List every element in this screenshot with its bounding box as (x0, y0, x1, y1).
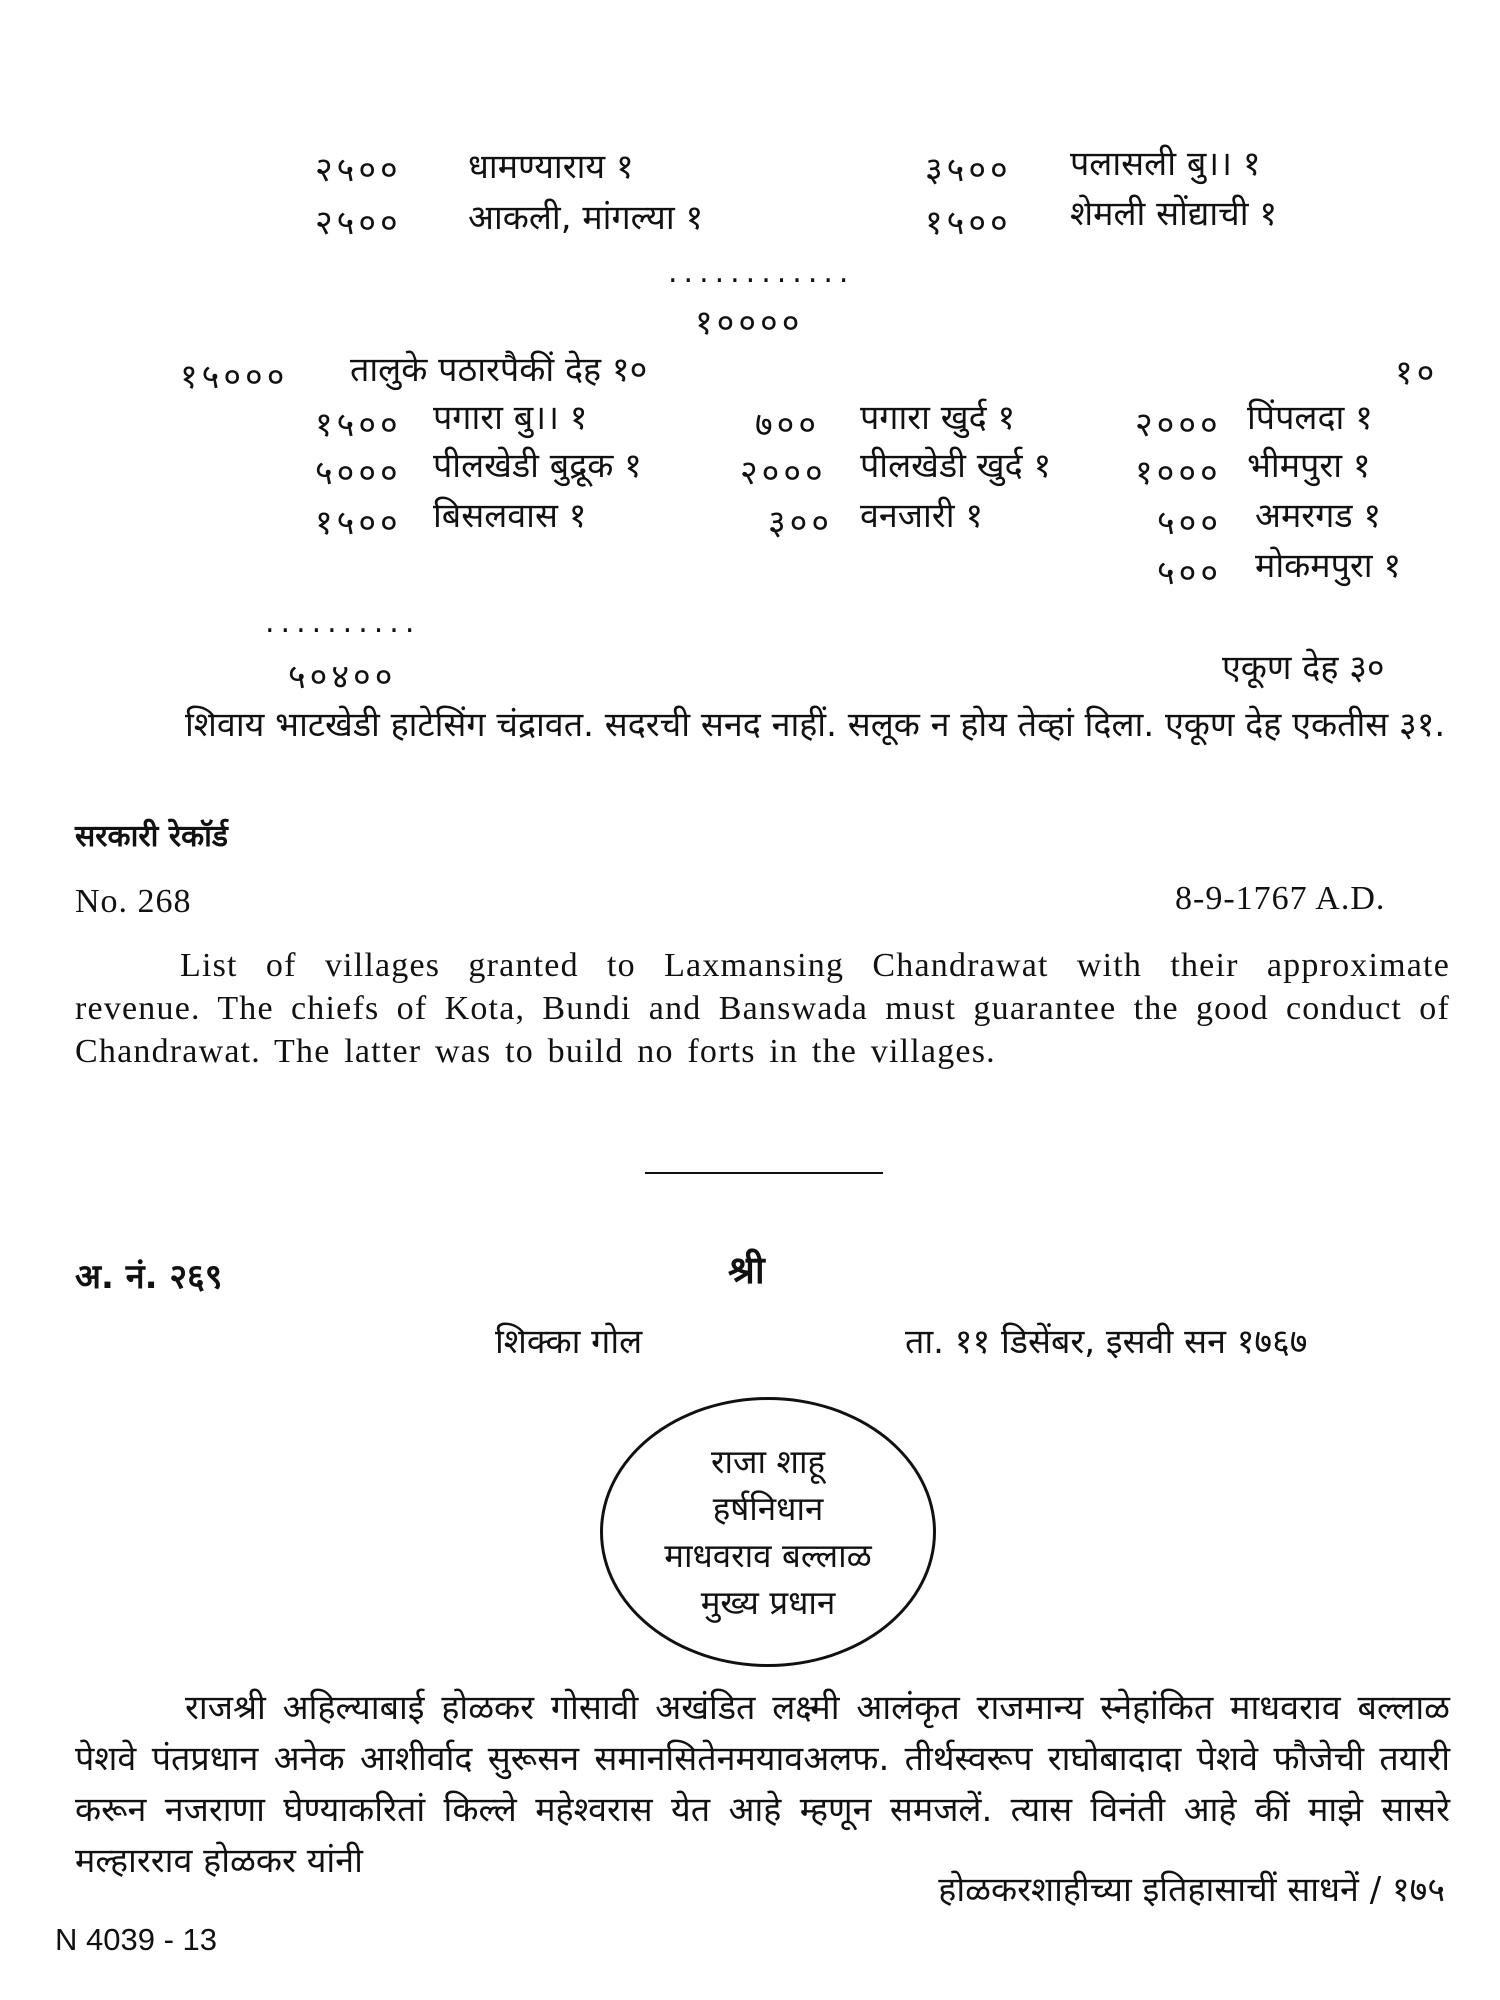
village-name: वनजारी १ (860, 496, 984, 536)
amount: २००० (1135, 405, 1222, 445)
amount: १५०० (925, 203, 1012, 243)
amount: ५००० (315, 453, 402, 493)
section-divider (645, 1172, 883, 1174)
seal-label: शिक्का गोल (495, 1322, 643, 1362)
amount: १५०० (315, 503, 402, 543)
subtotal-dots: ............ (668, 255, 855, 290)
village-name: बिसलवास १ (433, 496, 587, 536)
invocation: श्री (728, 1248, 765, 1292)
seal-line: माधवराव बल्लाळ (664, 1536, 872, 1575)
record-summary: List of villages granted to Laxmansing Chandrawat with their approximate revenue. The chiefs of Kota, Bundi and Banswada must guarantee the good conduct of Chandrawat. The latter was to build no forts in the villages. (75, 947, 1450, 1070)
village-name: पगारा बु।। १ (433, 398, 588, 438)
amount: १००० (1135, 453, 1222, 493)
village-name: भीमपुरा १ (1247, 446, 1371, 486)
record-date: 8-9-1767 A.D. (1175, 880, 1386, 917)
village-name: पगारा खुर्द १ (860, 398, 1016, 438)
amount: ५०० (1157, 503, 1223, 543)
peshwa-seal (600, 1397, 936, 1667)
print-code: N 4039 - 13 (55, 1922, 217, 1957)
amount: २५०० (315, 203, 402, 243)
subtotal-dots: .......... (265, 605, 421, 640)
village-name: पीलखेडी खुर्द १ (860, 446, 1052, 486)
seal-line: हर्षनिधान (712, 1489, 824, 1528)
seal-line: राजा शाहू (710, 1442, 826, 1481)
amount: ७०० (755, 405, 821, 445)
extra-note: शिवाय भाटखेडी हाटेसिंग चंद्रावत. सदरची सनद नाहीं. सलूक न होय तेव्हां दिला. एकूण देह एकतीस ३१. (185, 705, 1446, 745)
amount: २००० (740, 453, 827, 493)
deh-count: १० (1395, 353, 1439, 393)
letter-date: ता. ११ डिसेंबर, इसवी सन १७६७ (905, 1322, 1308, 1362)
village-name: पिंपलदा १ (1247, 398, 1373, 438)
amount: २५०० (315, 150, 402, 190)
amount: १५०० (315, 405, 402, 445)
record-heading: सरकारी रेकॉर्ड (75, 819, 228, 854)
amount: ३५०० (925, 150, 1012, 190)
record-number: No. 268 (75, 883, 192, 920)
village-name: पलासली बु।। १ (1070, 144, 1261, 184)
total-deh: एकूण देह ३० (1222, 648, 1385, 688)
letter-body: राजश्री अहिल्याबाई होळकर गोसावी अखंडित लक्ष्मी आलंकृत राजमान्य स्नेहांकित माधवराव बल्लाळ पेशवे पंतप्रधान अनेक आशीर्वाद सुरूसन समानसितेनमयावअलफ. तीर्थस्वरूप राघोबादादा पेशवे फौजेची तयारी करून नजराणा घेण्याकरितां किल्ले महेश्वरास येत आहे म्हणून समजलें. त्यास विनंती आहे कीं माझे सासरे मल्हारराव होळकर यांनी (75, 1688, 1450, 1881)
amount: १५००० (180, 357, 289, 397)
running-footer: होळकरशाहीच्या इतिहासाचीं साधनें / १७५ (938, 1870, 1445, 1910)
village-name: पीलखेडी बुद्रूक १ (433, 446, 642, 486)
amount: ३०० (768, 503, 834, 543)
seal-line: मुख्य प्रधान (700, 1583, 836, 1622)
village-name: धामण्याराय १ (468, 147, 634, 187)
village-name: आकली, मांगल्या १ (468, 198, 704, 238)
amount: ५०० (1157, 553, 1223, 593)
village-name: अमरगड १ (1255, 496, 1382, 536)
grand-total: ५०४०० (288, 657, 397, 697)
taluka-text: तालुके पठारपैकीं देह १० (350, 350, 648, 390)
village-name: शेमली सोंद्याची १ (1070, 194, 1278, 234)
subtotal: १०००० (695, 303, 804, 343)
village-name: मोकमपुरा १ (1255, 546, 1402, 586)
letter-number: अ. नं. २६९ (75, 1257, 223, 1297)
